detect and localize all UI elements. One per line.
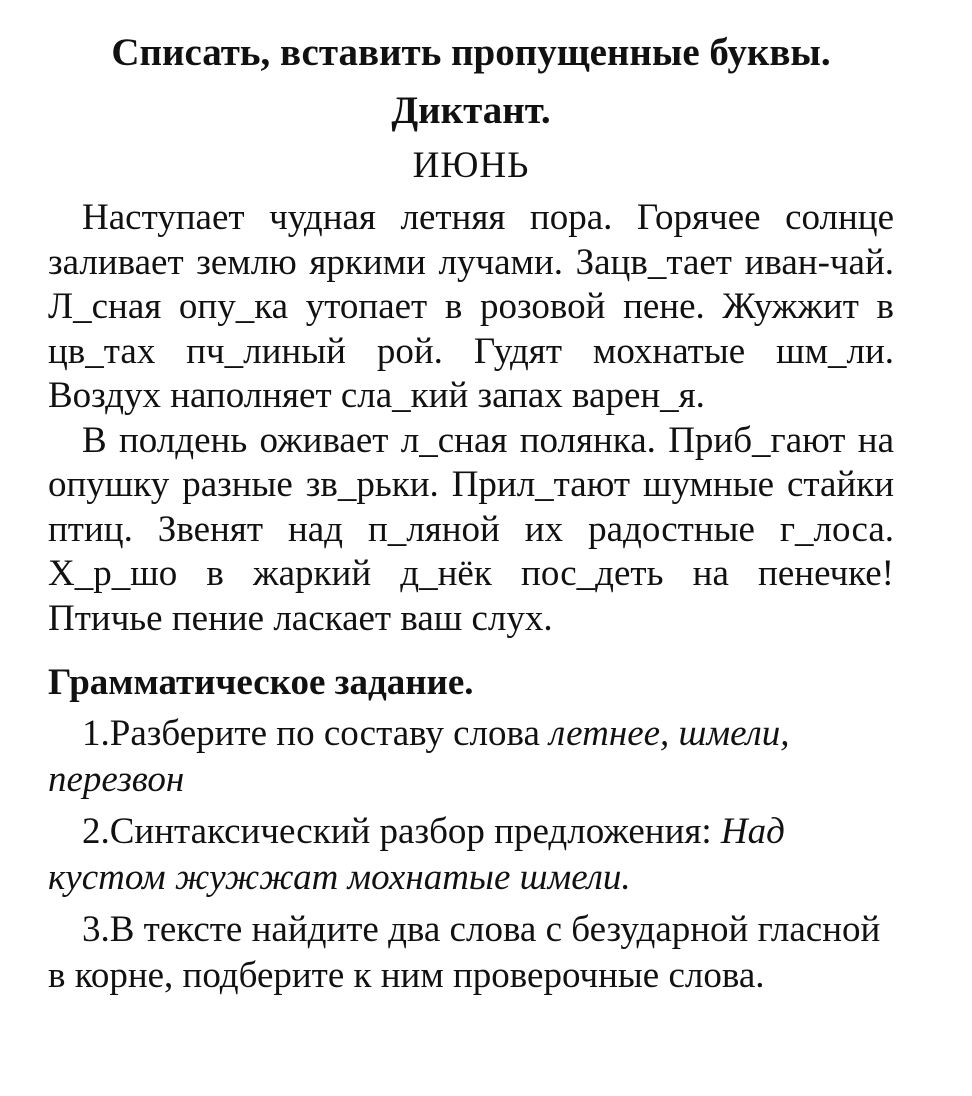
dictation-label: Диктант. (391, 89, 551, 132)
grammar-task-1 (48, 711, 894, 803)
task-2-sentence: Над кустом жужжат мохнатые шмели. (48, 811, 785, 898)
task-1-words: летнее, шмели, перезвон (48, 713, 790, 800)
dictation-paragraph-2: В полдень оживает л_сная полянка. Приб_гают на опушку разные зв_рьки. Прил_тают шумные стайки птиц. Звенят над п_ляной их радостные г_лоса. Х_р_шо в жаркий д_нёк пос_деть на пенечке! Птичье пение ласкает ваш слух. (48, 419, 894, 639)
grammar-task-2 (48, 809, 894, 901)
grammar-task-3 (48, 907, 894, 999)
text-title: ИЮНЬ (412, 145, 530, 186)
task-3-text: 3.В тексте найдите два слова с безударной гласной в корне, подберите к ним проверочные слова. (48, 909, 881, 996)
worksheet-page (48, 28, 894, 999)
task-1-text: 1.Разберите по составу слова (82, 713, 550, 754)
task-2-text: 2.Синтаксический разбор предложения: (82, 811, 721, 852)
dictation-paragraph-1: Наступает чудная летняя пора. Горячее солнце заливает землю яркими лучами. Зацв_тает иван-чай. Л_сная опу_ка утопает в розовой пене. Жужжит в цв_тах пч_линый рой. Гудят мохнатые шм_ли. Воздух наполняет сла_кий запах варен_я. (48, 197, 894, 416)
grammar-task-heading: Грамматическое задание. (48, 662, 474, 703)
assignment-title: Списать, вставить пропущенные буквы. (111, 31, 831, 74)
